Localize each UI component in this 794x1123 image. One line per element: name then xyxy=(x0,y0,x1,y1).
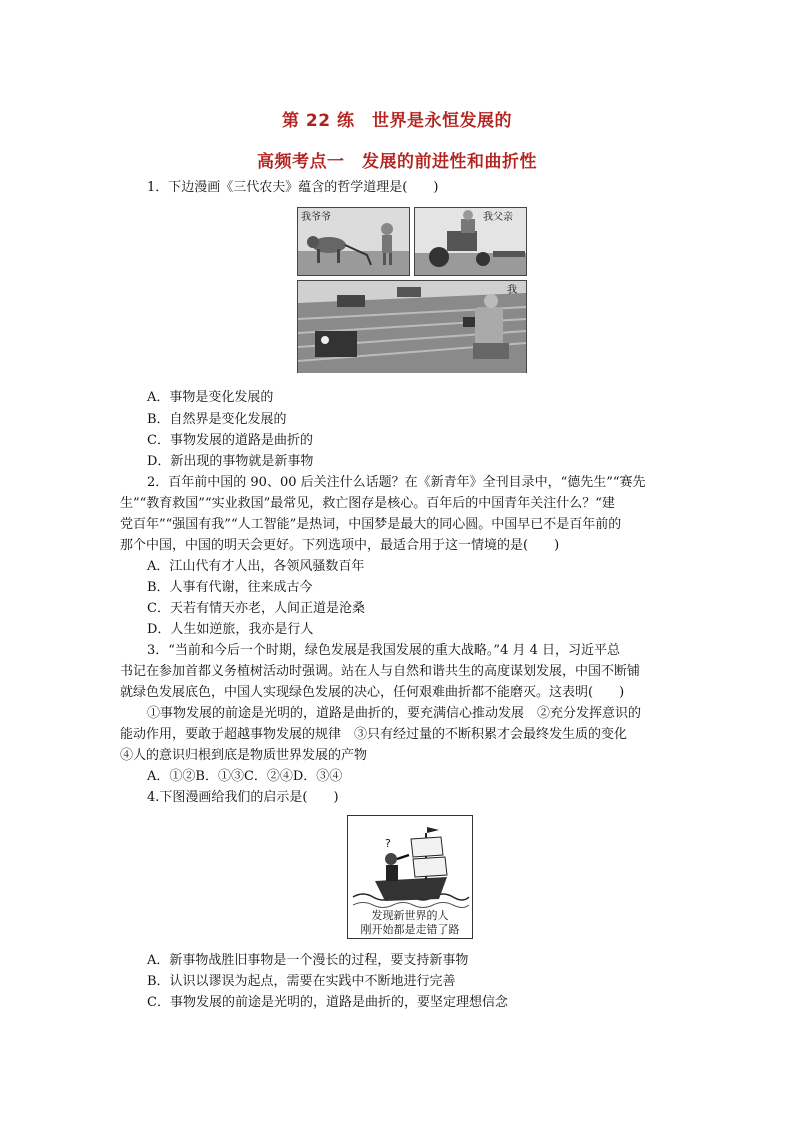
cartoon-caption-line-1: 发现新世界的人 xyxy=(371,909,449,922)
q3-statement-line-3: ④人的意识归根到底是物质世界发展的产物 xyxy=(120,748,368,763)
q3-stem-line-1: 3．“当前和今后一个时期，绿色发展是我国发展的重大战略。”4 月 4 日，习近平总 xyxy=(147,643,621,658)
q4-option-a[interactable]: A．新事物战胜旧事物是一个漫长的过程，要支持新事物 xyxy=(147,953,469,968)
three-generation-farmers-cartoon xyxy=(297,207,527,373)
q2-stem-line-1: 2．百年前中国的 90、00 后关注什么话题？在《新青年》全刊目录中，“德先生”“赛先 xyxy=(147,475,646,490)
label-me: 我 xyxy=(507,285,517,296)
q2-option-b[interactable]: B．人事有代谢，往来成古今 xyxy=(147,580,313,595)
label-grandpa: 我爷爷 xyxy=(301,212,331,223)
q4-stem: 4.下图漫画给我们的启示是( ) xyxy=(147,790,339,805)
q2-stem-line-2: 生”“教育救国”“实业救国”最常见，救亡图存是核心。百年后的中国青年关注什么？“建 xyxy=(120,496,615,511)
q2-stem-line-4: 那个中国，中国的明天会更好。下列选项中，最适合用于这一情境的是( ) xyxy=(120,538,560,553)
q2-option-a[interactable]: A．江山代有才人出，各领风骚数百年 xyxy=(147,559,365,574)
q1-stem: 1．下边漫画《三代农夫》蕴含的哲学道理是( ) xyxy=(147,180,439,195)
q3-options[interactable]: A．①②B．①③C．②④D．③④ xyxy=(147,769,343,784)
q3-stem-line-2: 书记在参加首都义务植树活动时强调。站在人与自然和谐共生的高度谋划发展，中国不断铺 xyxy=(120,664,641,679)
q2-option-d[interactable]: D．人生如逆旅，我亦是行人 xyxy=(147,622,314,637)
q4-option-c[interactable]: C．事物发展的前途是光明的，道路是曲折的，要坚定理想信念 xyxy=(147,995,508,1010)
q1-option-d[interactable]: D．新出现的事物就是新事物 xyxy=(147,454,314,469)
cartoon-caption-line-2: 刚开始都是走错了路 xyxy=(360,923,460,936)
q3-stem-line-3: 就绿色发展底色，中国人实现绿色发展的决心，任何艰难曲折都不能磨灭。这表明( ) xyxy=(120,685,625,700)
q1-option-a[interactable]: A．事物是变化发展的 xyxy=(147,390,274,405)
q1-option-c[interactable]: C．事物发展的道路是曲折的 xyxy=(147,433,313,448)
section-title: 高频考点一 发展的前进性和曲折性 xyxy=(257,152,537,172)
svg-text:?: ? xyxy=(385,837,391,850)
q3-statement-line-1: ①事物发展的前途是光明的，道路是曲折的，要充满信心推动发展 ②充分发挥意识的 xyxy=(147,706,642,721)
q2-stem-line-3: 党百年”“强国有我”“人工智能”是热词，中国梦是最大的同心圆。中国早已不是百年前的 xyxy=(120,517,622,532)
page-title: 第 22 练 世界是永恒发展的 xyxy=(282,111,512,131)
q2-option-c[interactable]: C．天若有情天亦老，人间正道是沧桑 xyxy=(147,601,365,616)
q4-option-b[interactable]: B．认识以谬误为起点，需要在实践中不断地进行完善 xyxy=(147,974,456,989)
label-father: 我父亲 xyxy=(483,212,513,223)
new-world-discoverer-cartoon xyxy=(347,815,473,939)
q1-option-b[interactable]: B．自然界是变化发展的 xyxy=(147,412,287,427)
q3-statement-line-2: 能动作用，要敢于超越事物发展的规律 ③只有经过量的不断积累才会最终发生质的变化 xyxy=(120,727,628,742)
